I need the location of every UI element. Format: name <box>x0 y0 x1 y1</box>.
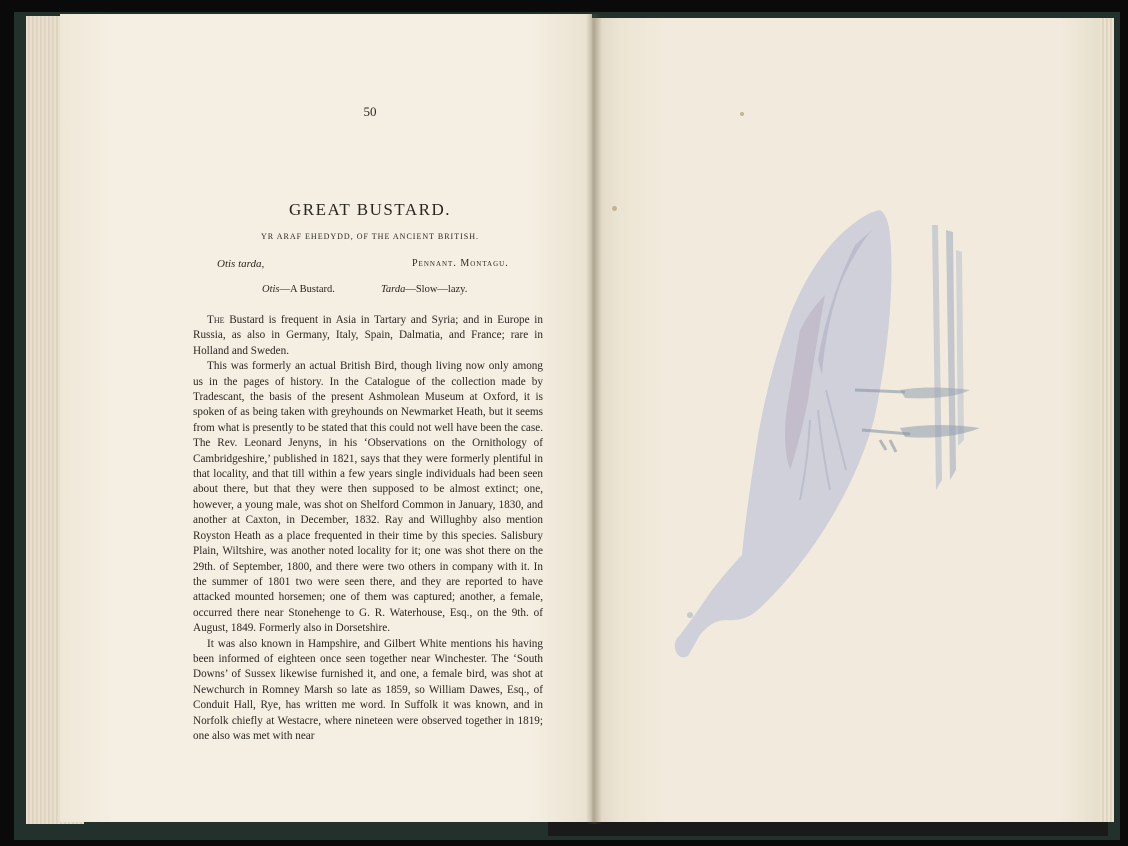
etymology-otis-meaning: —A Bustard. <box>279 284 335 295</box>
paper-speck <box>740 112 744 116</box>
welsh-name-subtitle: YR ARAF EHEDYDD, OF THE ANCIENT BRITISH. <box>261 232 479 241</box>
paragraph-1-lead: The <box>207 314 225 326</box>
etymology-tarda-term: Tarda <box>381 284 406 295</box>
etymology-tarda <box>381 284 467 295</box>
paragraph-3: It was also known in Hampshire, and Gilbert White mentions his having been informed of eighteen once seen together near Winchester. The ‘South Downs’ of Sussex likewise furnished it, and one, a female bird, was shot at Newchurch in Romney Marsh so late as 1859, so William Dawes, Esq., of Conduit Hall, Rye, has written me word. In Suffolk it was known, and in Norfolk chiefly at Westacre, where nineteen were observed together in 1819; one also was met with near <box>193 637 543 742</box>
etymology-tarda-meaning: —Slow—lazy. <box>405 284 468 295</box>
naming-authorities: Pennant. Montagu. <box>412 258 509 269</box>
page-title: GREAT BUSTARD. <box>289 200 451 219</box>
etymology-otis <box>262 284 335 295</box>
paragraph-1-text: Bustard is frequent in Asia in Tartary and Syria; and in Europe in Russia, as also in Germany, Italy, Spain, Dalmatia, and France; rare in Holland and Sweden. <box>193 314 543 357</box>
page-number: 50 <box>363 104 377 119</box>
etymology-otis-term: Otis <box>262 284 280 295</box>
paragraph-1 <box>193 313 543 359</box>
paragraph-2: This was formerly an actual British Bird, though living now only among us in the pages of history. In the Catalogue of the collection made by Tradescant, the basis of the present Ashmolean Museum at Oxford, it is spoken of as being taken with greyhounds on Newmarket Heath, but it seems from what is presently to be stated that this could not well have been the case. The Rev. Leonard Jenyns, in his ‘Observations on the Ornithology of Cambridgeshire,’ published in 1821, says that they were formerly plentiful in that locality, and that till within a few years single individuals had been seen about there, but that they were then supposed to be almost extinct; one, however, a young male, was shot on Shelford Common in January, 1830, and another at Caxton, in December, 1832. Ray and Willughby also mention Royston Heath as a place frequented in their time by this species. Salisbury Plain, Wiltshire, was another noted locality for it; one was shot there on the 29th. of September, 1800, and there were two others in company with it. In the summer of 1801 two were seen there, and they are reported to have attacked mounted horsemen; one of them was captured; another, a female, occurred there near Stonehenge to G. R. Waterhouse, Esq., on the 9th. of August, 1849. Formerly also in Dorsetshire. <box>193 360 543 635</box>
scientific-name: Otis tarda, <box>217 258 265 270</box>
book-gutter <box>586 14 602 824</box>
paper-speck <box>612 206 617 211</box>
body-text <box>193 313 543 744</box>
great-bustard-plate-illustration <box>650 190 980 730</box>
book-bottom-edge <box>548 822 1108 836</box>
